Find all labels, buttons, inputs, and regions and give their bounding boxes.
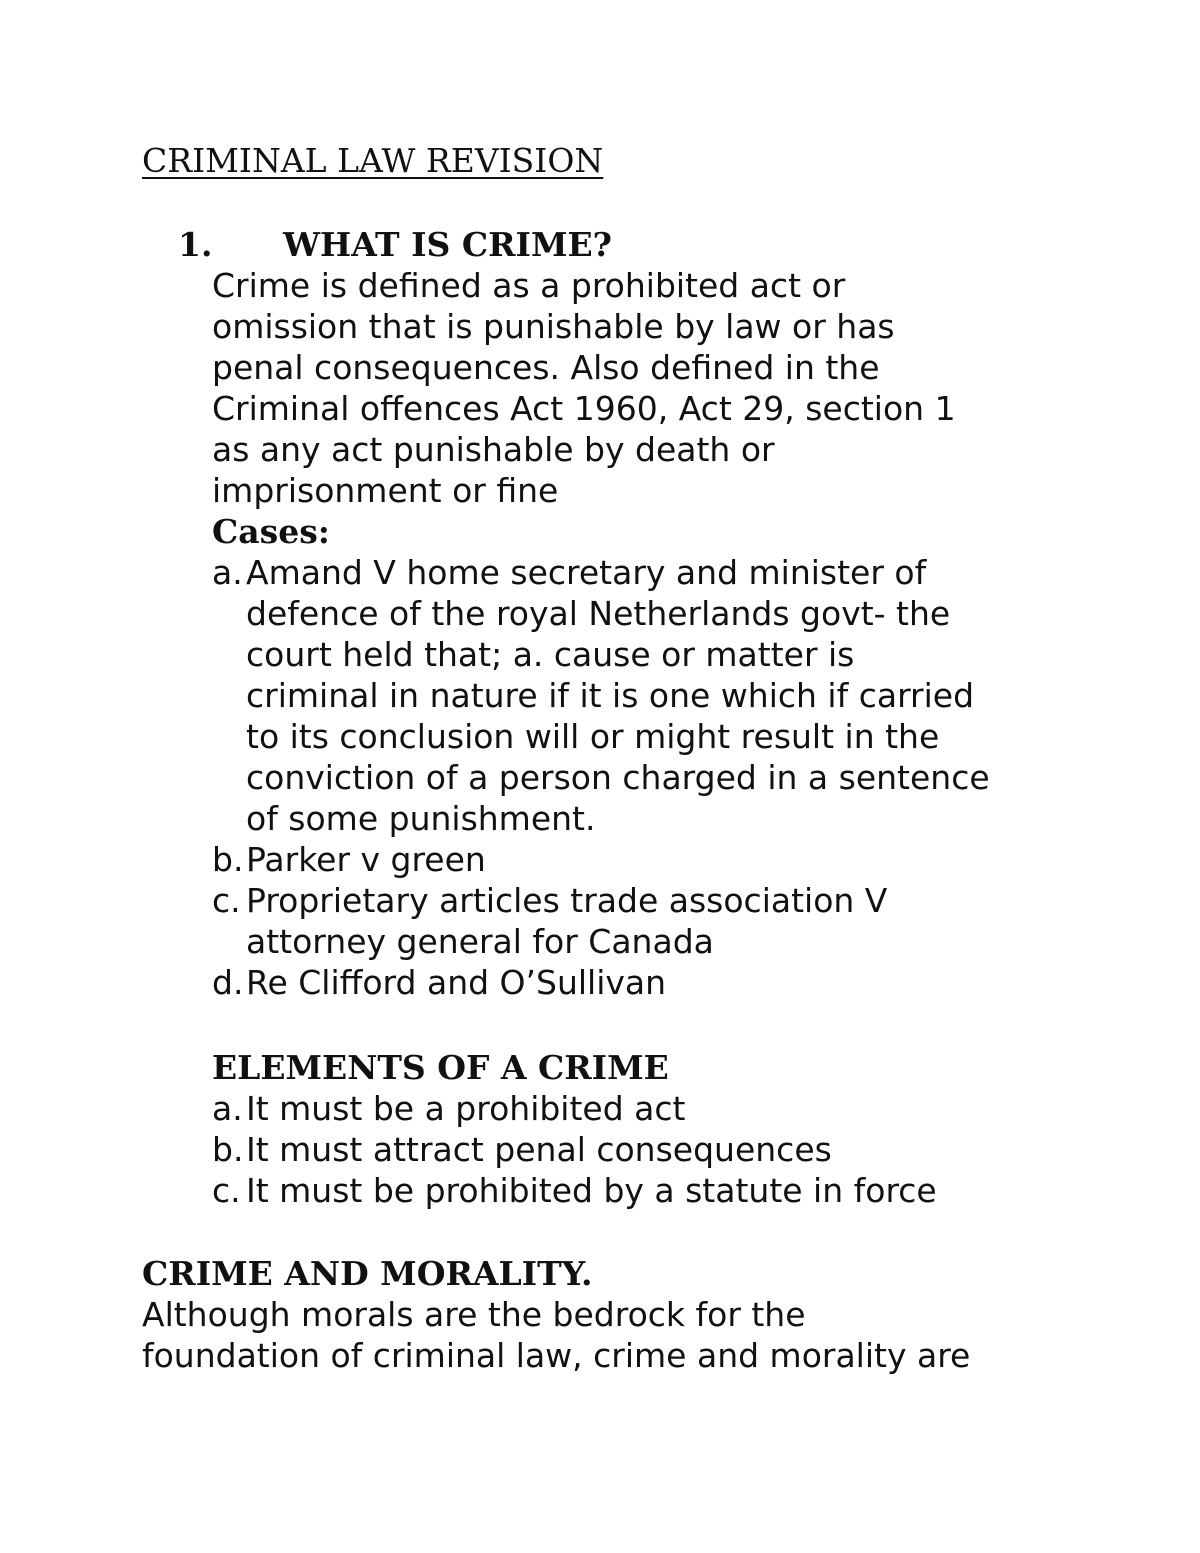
case-text <box>246 880 1112 962</box>
case-line: court held that; a. cause or matter is <box>246 635 855 674</box>
case-line: Parker v green <box>246 840 486 879</box>
case-text <box>246 552 1112 839</box>
section-1-number: 1. <box>178 225 213 264</box>
list-marker: c. <box>212 1171 241 1210</box>
list-item <box>212 1088 1112 1129</box>
elements-heading: ELEMENTS OF A CRIME <box>212 1048 669 1087</box>
element-text: It must attract penal consequences <box>246 1130 832 1169</box>
morality-line: Although morals are the bedrock for the <box>142 1295 806 1334</box>
list-item <box>212 1170 1112 1211</box>
list-marker: b. <box>212 1130 244 1169</box>
cases-label: Cases: <box>212 512 330 551</box>
case-line: Proprietary articles trade association V <box>246 881 888 920</box>
list-marker: c. <box>212 881 241 920</box>
morality-paragraph <box>142 1294 1142 1376</box>
list-marker: b. <box>212 840 244 879</box>
case-text <box>246 962 1112 1003</box>
case-text <box>246 839 1112 880</box>
morality-heading: CRIME AND MORALITY. <box>142 1254 593 1293</box>
definition-line: Criminal offences Act 1960, Act 29, section 1 <box>212 389 956 428</box>
list-item <box>212 1129 1112 1170</box>
cases-list <box>212 552 1112 1003</box>
case-line: conviction of a person charged in a sentence <box>246 758 990 797</box>
list-item <box>212 839 1112 880</box>
definition-line: Crime is defined as a prohibited act or <box>212 266 846 305</box>
element-text: It must be prohibited by a statute in force <box>246 1171 937 1210</box>
definition-line: as any act punishable by death or <box>212 430 775 469</box>
case-line: criminal in nature if it is one which if carried <box>246 676 975 715</box>
list-marker: a. <box>212 553 243 592</box>
document-title: CRIMINAL LAW REVISION <box>142 141 604 180</box>
case-line: of some punishment. <box>246 799 596 838</box>
list-marker: d. <box>212 963 244 1002</box>
case-line: attorney general for Canada <box>246 922 714 961</box>
elements-list <box>212 1088 1112 1211</box>
definition-line: imprisonment or fine <box>212 471 559 510</box>
list-marker: a. <box>212 1089 243 1128</box>
list-item <box>212 880 1112 962</box>
section-1-title: WHAT IS CRIME? <box>283 225 612 264</box>
case-line: defence of the royal Netherlands govt- the <box>246 594 951 633</box>
element-text: It must be a prohibited act <box>246 1089 686 1128</box>
morality-line: foundation of criminal law, crime and morality are <box>142 1336 971 1375</box>
list-item <box>212 962 1112 1003</box>
case-line: Re Clifford and O’Sullivan <box>246 963 667 1002</box>
case-line: to its conclusion will or might result in the <box>246 717 940 756</box>
case-line: Amand V home secretary and minister of <box>246 553 927 592</box>
crime-definition <box>212 265 1112 511</box>
list-item <box>212 552 1112 839</box>
section-1-heading <box>178 224 612 265</box>
definition-line: omission that is punishable by law or has <box>212 307 895 346</box>
definition-line: penal consequences. Also defined in the <box>212 348 880 387</box>
